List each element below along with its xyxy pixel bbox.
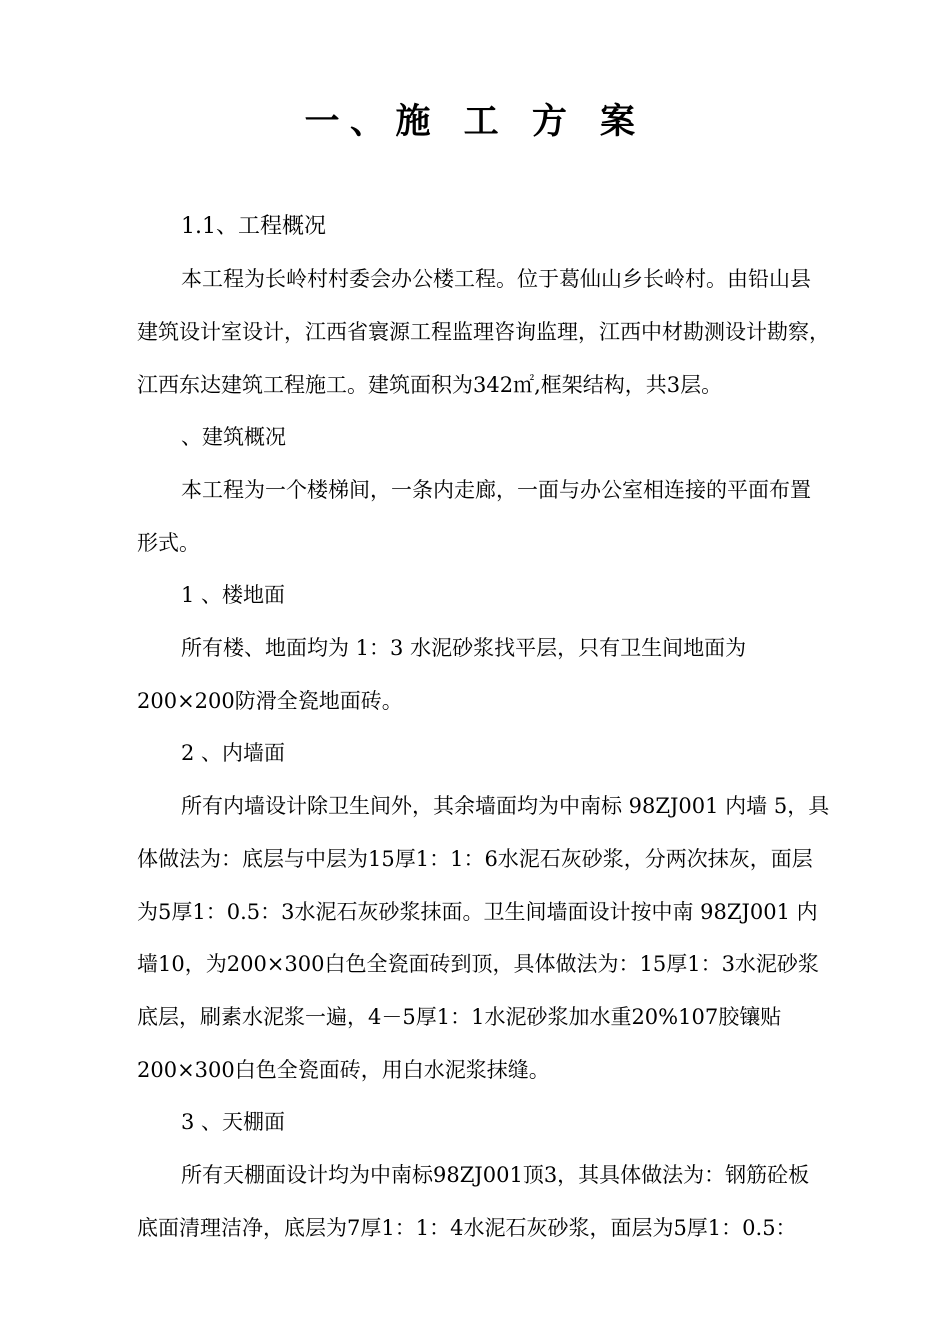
paragraph-line: 为5厚1：0.5：3水泥石灰砂浆抹面。卫生间墙面设计按中南 98ZJ001 内 — [137, 900, 818, 924]
subsection-heading-interior-wall: 2 、内墙面 — [181, 741, 286, 765]
paragraph-line: 200×200防滑全瓷地面砖。 — [137, 689, 403, 713]
paragraph-line: 建筑设计室设计，江西省寰源工程监理咨询监理，江西中材勘测设计勘察， — [137, 320, 830, 344]
subsection-heading-ceiling: 3 、天棚面 — [181, 1110, 286, 1134]
section-heading-building: 、建筑概况 — [181, 425, 286, 449]
paragraph-line: 体做法为：底层与中层为15厚1：1：6水泥石灰砂浆，分两次抹灰，面层 — [137, 847, 813, 871]
paragraph-line: 江西东达建筑工程施工。建筑面积为342㎡,框架结构，共3层。 — [137, 373, 723, 397]
paragraph-line: 本工程为一个楼梯间，一条内走廊，一面与办公室相连接的平面布置 — [181, 478, 811, 502]
paragraph-line: 底面清理洁净，底层为7厚1：1：4水泥石灰砂浆，面层为5厚1：0.5： — [137, 1216, 797, 1240]
paragraph-line: 形式。 — [137, 531, 200, 555]
subsection-heading-floor: 1 、楼地面 — [181, 583, 286, 607]
page-title: 一、施 工 方 案 — [304, 101, 646, 142]
paragraph-line: 墙10，为200×300白色全瓷面砖到顶，具体做法为：15厚1：3水泥砂浆 — [137, 952, 819, 976]
paragraph-line: 所有天棚面设计均为中南标98ZJ001顶3，其具体做法为：钢筋砼板 — [181, 1163, 810, 1187]
paragraph-line: 所有楼、地面均为 1：3 水泥砂浆找平层，只有卫生间地面为 — [181, 636, 747, 660]
paragraph-line: 200×300白色全瓷面砖，用白水泥浆抹缝。 — [137, 1058, 550, 1082]
paragraph-line: 所有内墙设计除卫生间外，其余墙面均为中南标 98ZJ001 内墙 5，具 — [181, 794, 830, 818]
paragraph-line: 本工程为长岭村村委会办公楼工程。位于葛仙山乡长岭村。由铅山县 — [181, 267, 811, 291]
paragraph-line: 底层，刷素水泥浆一遍，4－5厚1：1水泥砂浆加水重20%107胶镶贴 — [137, 1005, 782, 1029]
section-heading-overview: 1.1、工程概况 — [181, 214, 326, 239]
